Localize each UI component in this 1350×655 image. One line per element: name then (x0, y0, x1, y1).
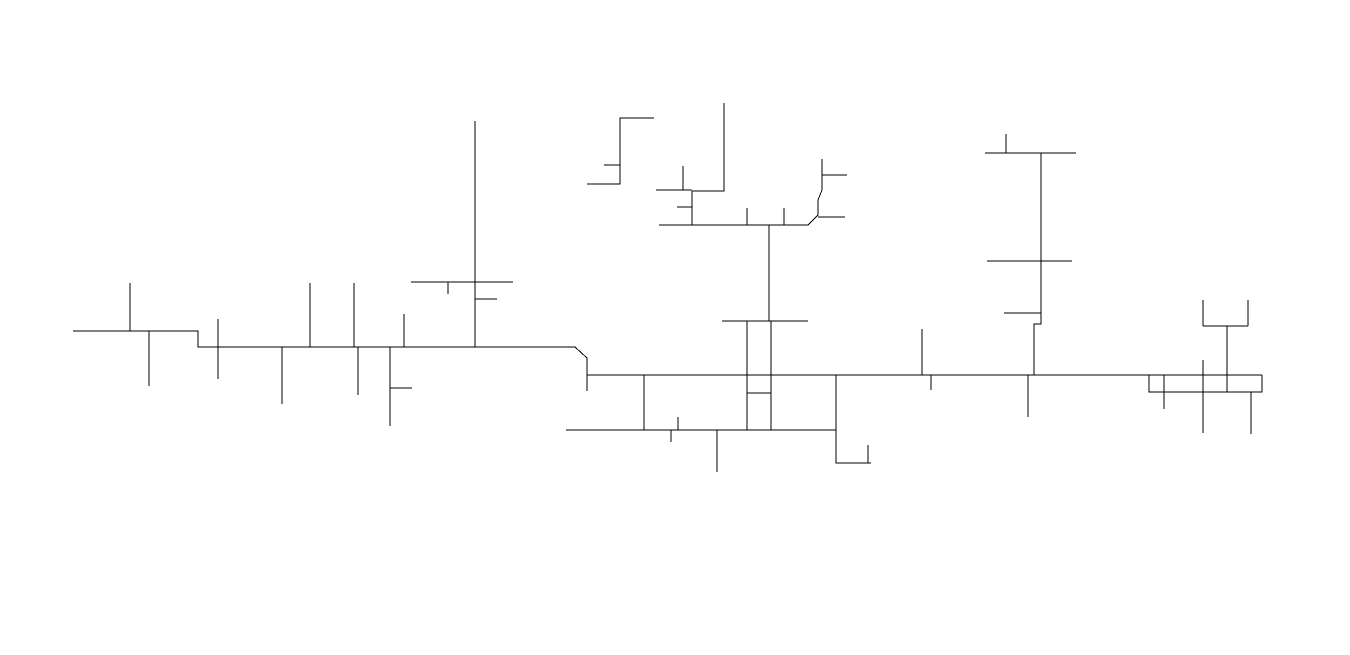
network-line-segment-44 (1034, 153, 1041, 375)
network-line-segment-49 (1149, 375, 1262, 392)
network-line-segment-39 (587, 118, 654, 184)
network-line-segment-25 (836, 375, 871, 463)
network-line-segment-1 (73, 331, 1262, 375)
network-line-segment-32 (692, 103, 724, 191)
